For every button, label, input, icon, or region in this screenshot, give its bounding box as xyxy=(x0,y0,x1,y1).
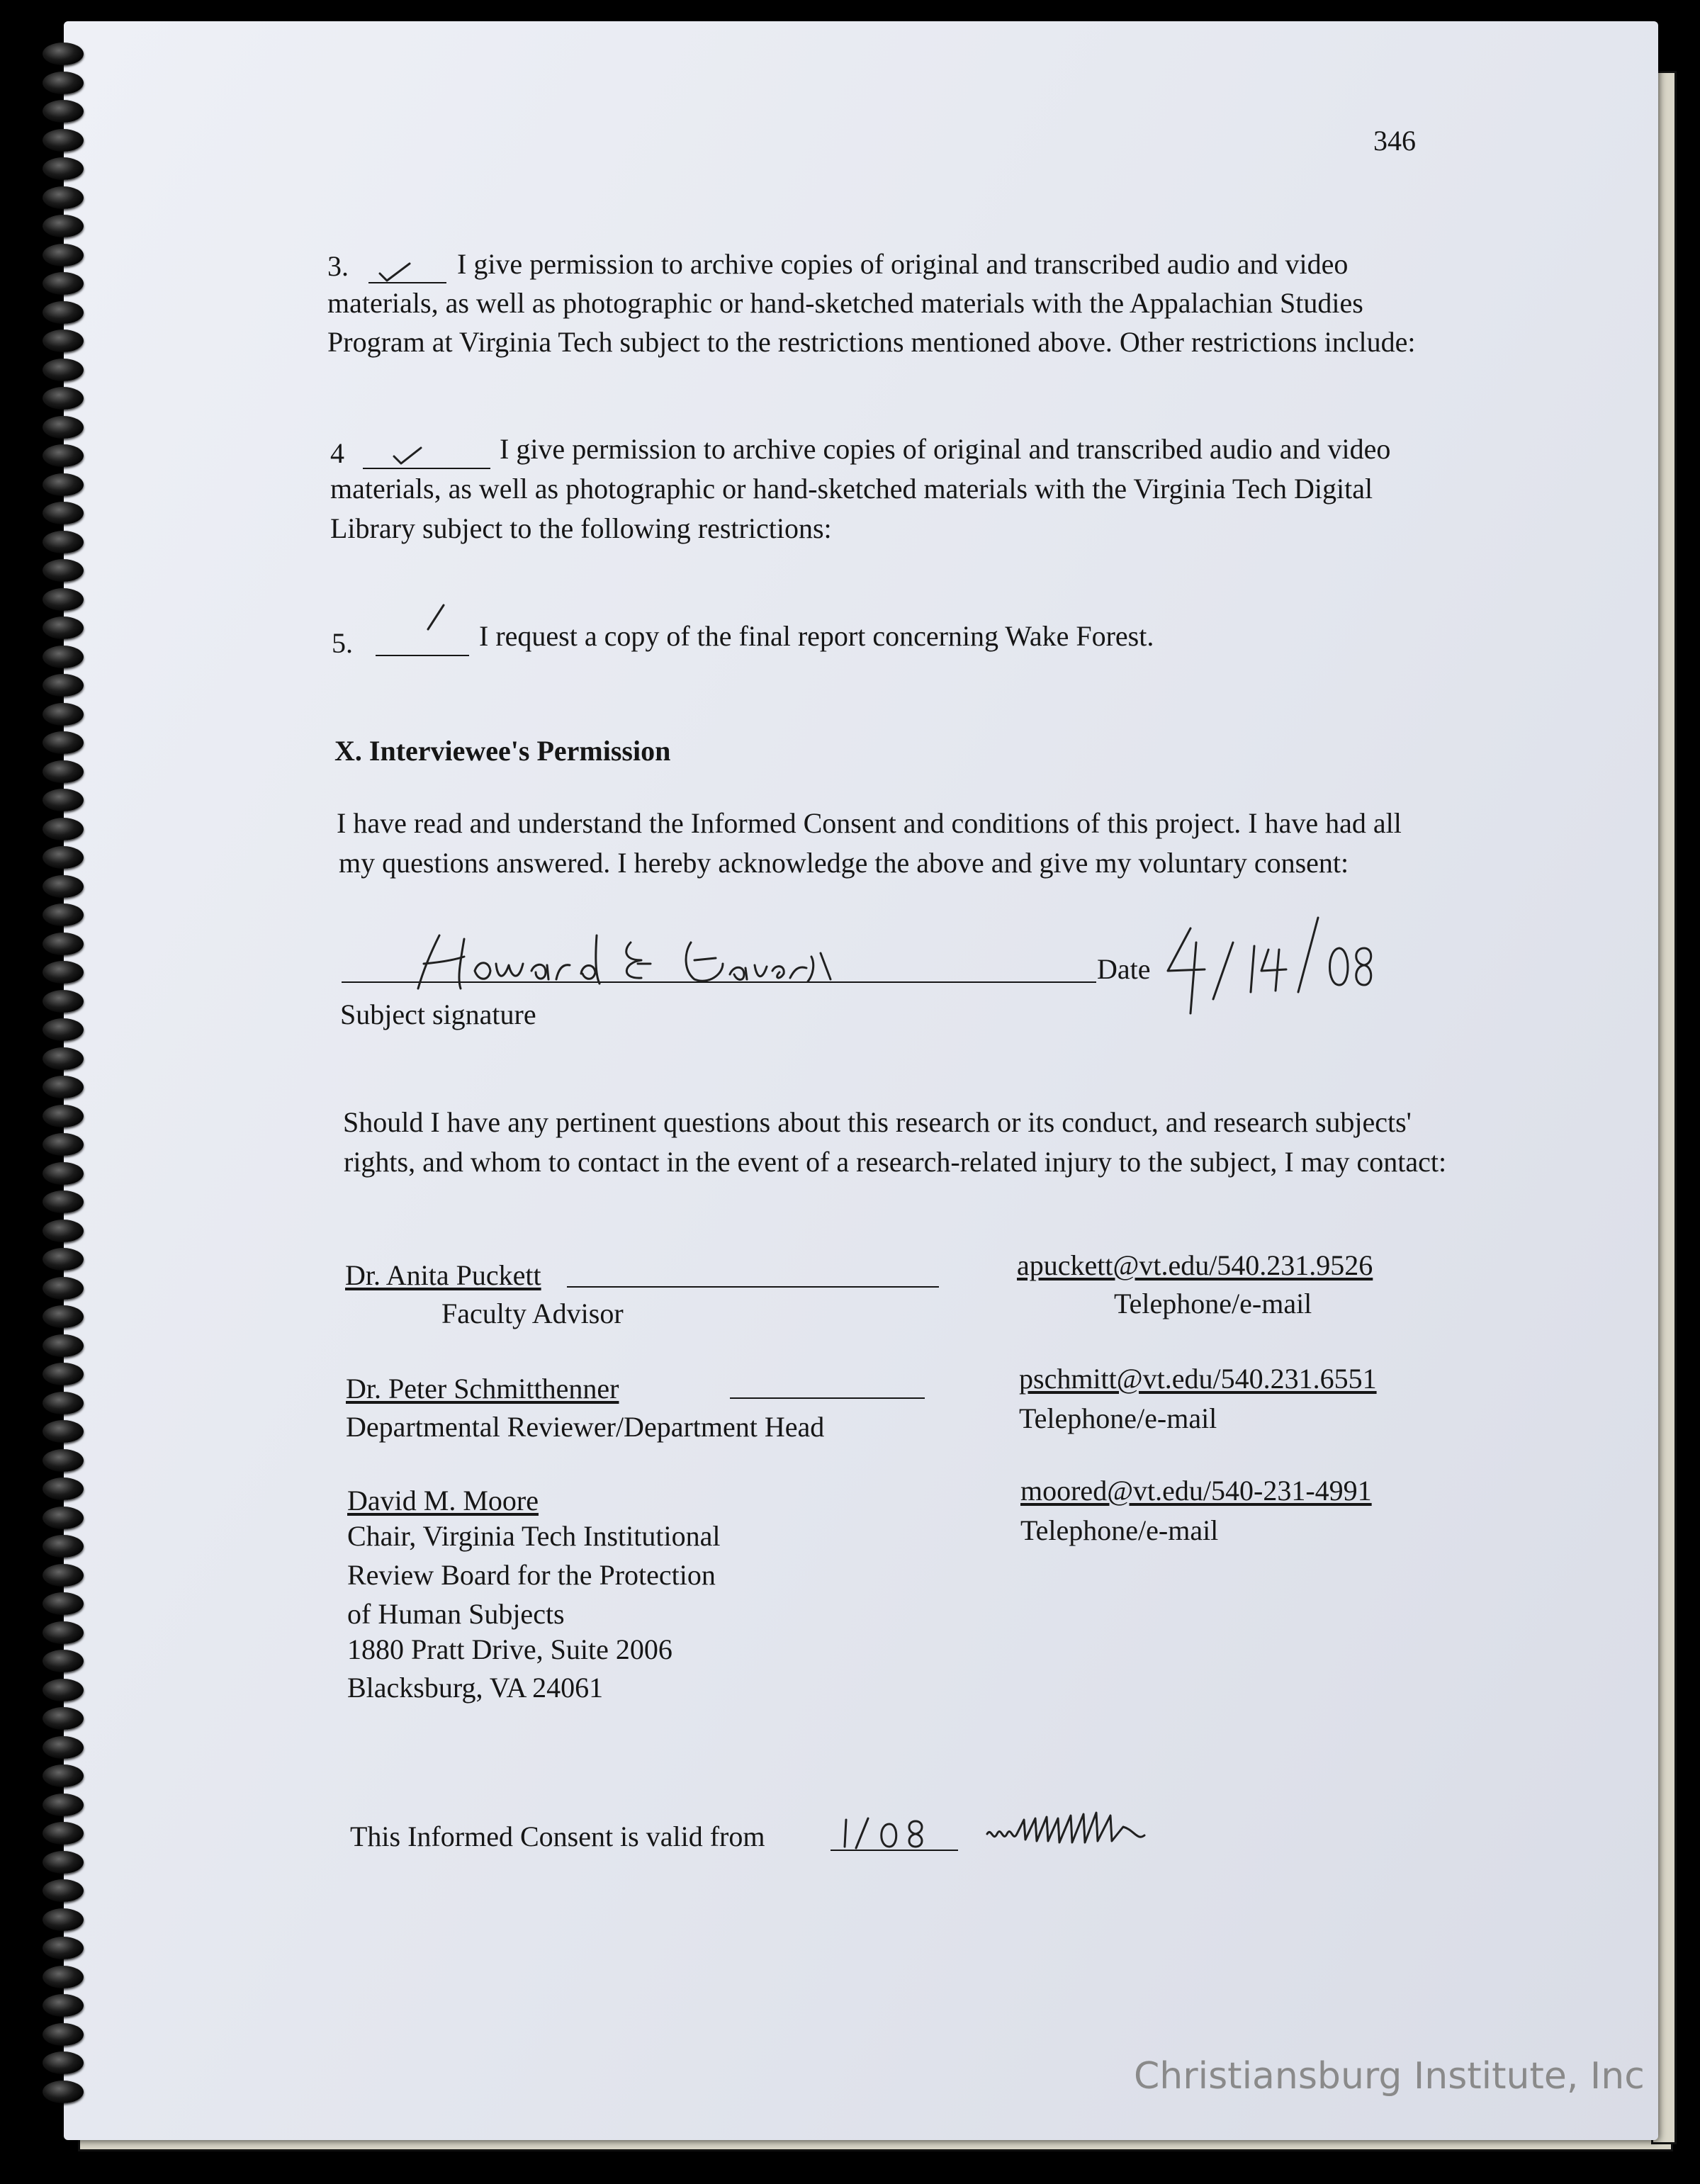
contact3-address-line2: Blacksburg, VA 24061 xyxy=(347,1672,604,1704)
contact2-role: Departmental Reviewer/Department Head xyxy=(346,1411,825,1443)
validity-text: This Informed Consent is valid from xyxy=(350,1820,765,1852)
contact1-name-line xyxy=(567,1286,939,1288)
binding-ring xyxy=(43,1851,84,1874)
binding-ring xyxy=(43,129,84,152)
binding-ring xyxy=(43,1736,84,1759)
binding-ring xyxy=(43,1794,84,1816)
binding-ring xyxy=(43,731,84,754)
contact3-role-line2: Review Board for the Protection xyxy=(347,1559,716,1591)
binding-ring xyxy=(43,100,84,123)
binding-ring xyxy=(43,1564,84,1587)
binding-ring xyxy=(43,1133,84,1156)
binding-ring xyxy=(43,330,84,352)
binding-ring xyxy=(43,1592,84,1615)
binding-ring xyxy=(43,1190,84,1213)
binding-ring xyxy=(43,416,84,439)
binding-ring xyxy=(43,502,84,524)
binding-ring xyxy=(43,1305,84,1328)
binding-ring xyxy=(43,1650,84,1672)
binding-ring xyxy=(43,1507,84,1529)
binding-ring xyxy=(43,1966,84,1988)
spiral-binding xyxy=(43,43,92,2119)
contact2-contact-label: Telephone/e-mail xyxy=(1019,1402,1217,1434)
contact-intro-line1: Should I have any pertinent questions about this research or its conduct, and research subjects' xyxy=(343,1106,1412,1138)
item5-checkmark xyxy=(418,600,454,642)
signature-label: Subject signature xyxy=(340,998,536,1030)
contact3-name: David M. Moore xyxy=(347,1485,539,1516)
item3-line2: materials, as well as photographic or hand-sketched materials with the Appalachian Studies xyxy=(327,287,1363,319)
item3-line3: Program at Virginia Tech subject to the restrictions mentioned above. Other restrictions include: xyxy=(327,326,1416,358)
contact-intro-line2: rights, and whom to contact in the event of a research-related injury to the subject, I may contact: xyxy=(344,1146,1447,1178)
binding-ring xyxy=(43,72,84,94)
binding-ring xyxy=(43,215,84,237)
subject-signature-handwriting xyxy=(397,921,893,999)
validity-to-scribble xyxy=(981,1806,1152,1855)
binding-ring xyxy=(43,1535,84,1558)
contact3-contact-label: Telephone/e-mail xyxy=(1020,1514,1219,1546)
binding-ring xyxy=(43,617,84,639)
binding-ring xyxy=(43,961,84,984)
permission-heading: X. Interviewee's Permission xyxy=(334,735,671,767)
binding-ring xyxy=(43,301,84,324)
binding-ring xyxy=(43,760,84,783)
binding-ring xyxy=(43,674,84,697)
binding-ring xyxy=(43,473,84,496)
item3-number: 3. xyxy=(327,250,349,282)
item5-number: 5. xyxy=(332,627,353,659)
binding-ring xyxy=(43,1994,84,2017)
binding-ring xyxy=(43,1220,84,1242)
binding-ring xyxy=(43,1248,84,1271)
binding-ring xyxy=(43,1363,84,1385)
validity-from-handwriting xyxy=(836,1814,964,1853)
binding-ring xyxy=(43,2081,84,2103)
contact3-role-line1: Chair, Virginia Tech Institutional xyxy=(347,1520,721,1552)
binding-ring xyxy=(43,1937,84,1959)
binding-ring xyxy=(43,1392,84,1414)
binding-ring xyxy=(43,1707,84,1730)
item3-line1: I give permission to archive copies of original and transcribed audio and video xyxy=(457,248,1349,280)
binding-ring xyxy=(43,1018,84,1041)
binding-ring xyxy=(43,43,84,65)
contact2-name: Dr. Peter Schmitthenner xyxy=(346,1373,619,1405)
binding-ring xyxy=(43,1162,84,1185)
binding-ring xyxy=(43,990,84,1013)
binding-ring xyxy=(43,559,84,582)
item4-checkmark xyxy=(388,441,445,469)
binding-ring xyxy=(43,1277,84,1300)
binding-ring xyxy=(43,531,84,553)
binding-ring xyxy=(43,1420,84,1443)
item4-line1: I give permission to archive copies of original and transcribed audio and video xyxy=(500,433,1391,465)
binding-ring xyxy=(43,933,84,955)
page-number: 346 xyxy=(1373,125,1416,157)
binding-ring xyxy=(43,1105,84,1127)
binding-ring xyxy=(43,646,84,668)
binding-ring xyxy=(43,2051,84,2074)
contact1-contact: apuckett@vt.edu/540.231.9526 xyxy=(1017,1249,1373,1281)
item4-line3: Library subject to the following restrictions: xyxy=(330,512,832,544)
binding-ring xyxy=(43,272,84,295)
binding-ring xyxy=(43,1822,84,1845)
binding-ring xyxy=(43,1621,84,1644)
binding-ring xyxy=(43,1076,84,1098)
binding-ring xyxy=(43,186,84,209)
contact2-contact: pschmitt@vt.edu/540.231.6551 xyxy=(1019,1363,1377,1395)
contact3-contact: moored@vt.edu/540-231-4991 xyxy=(1020,1475,1372,1507)
binding-ring xyxy=(43,1879,84,1902)
binding-ring xyxy=(43,904,84,926)
item4-number: 4 xyxy=(330,437,344,469)
binding-ring xyxy=(43,875,84,898)
item5-blank xyxy=(376,655,469,656)
binding-ring xyxy=(43,387,84,410)
permission-line1: I have read and understand the Informed Consent and conditions of this project. I have had all xyxy=(337,807,1402,839)
contact1-name: Dr. Anita Puckett xyxy=(345,1259,541,1291)
binding-ring xyxy=(43,157,84,180)
item4-line2: materials, as well as photographic or hand-sketched materials with the Virginia Tech Digital xyxy=(330,473,1373,505)
binding-ring xyxy=(43,1764,84,1787)
item5-line1: I request a copy of the final report concerning Wake Forest. xyxy=(479,620,1154,652)
contact1-contact-label: Telephone/e-mail xyxy=(1114,1288,1312,1319)
binding-ring xyxy=(43,1047,84,1070)
binding-ring xyxy=(43,1679,84,1701)
binding-ring xyxy=(43,2023,84,2046)
contact3-address-line1: 1880 Pratt Drive, Suite 2006 xyxy=(347,1633,672,1665)
permission-line2: my questions answered. I hereby acknowledge the above and give my voluntary consent: xyxy=(339,847,1349,879)
date-label: Date xyxy=(1097,953,1151,985)
watermark-text: Christiansburg Institute, Inc xyxy=(1134,2055,1645,2098)
binding-ring xyxy=(43,1477,84,1500)
item3-checkmark xyxy=(374,257,431,285)
contact2-name-line xyxy=(730,1397,925,1399)
contact3-role-line3: of Human Subjects xyxy=(347,1598,565,1630)
binding-ring xyxy=(43,1449,84,1472)
binding-ring xyxy=(43,789,84,811)
binding-ring xyxy=(43,1908,84,1931)
contact1-role: Faculty Advisor xyxy=(441,1298,624,1329)
date-handwriting xyxy=(1162,914,1375,1028)
binding-ring xyxy=(43,1334,84,1357)
binding-ring xyxy=(43,244,84,266)
binding-ring xyxy=(43,444,84,467)
binding-ring xyxy=(43,703,84,726)
binding-ring xyxy=(43,818,84,840)
binding-ring xyxy=(43,359,84,381)
binding-ring xyxy=(43,588,84,611)
binding-ring xyxy=(43,846,84,869)
